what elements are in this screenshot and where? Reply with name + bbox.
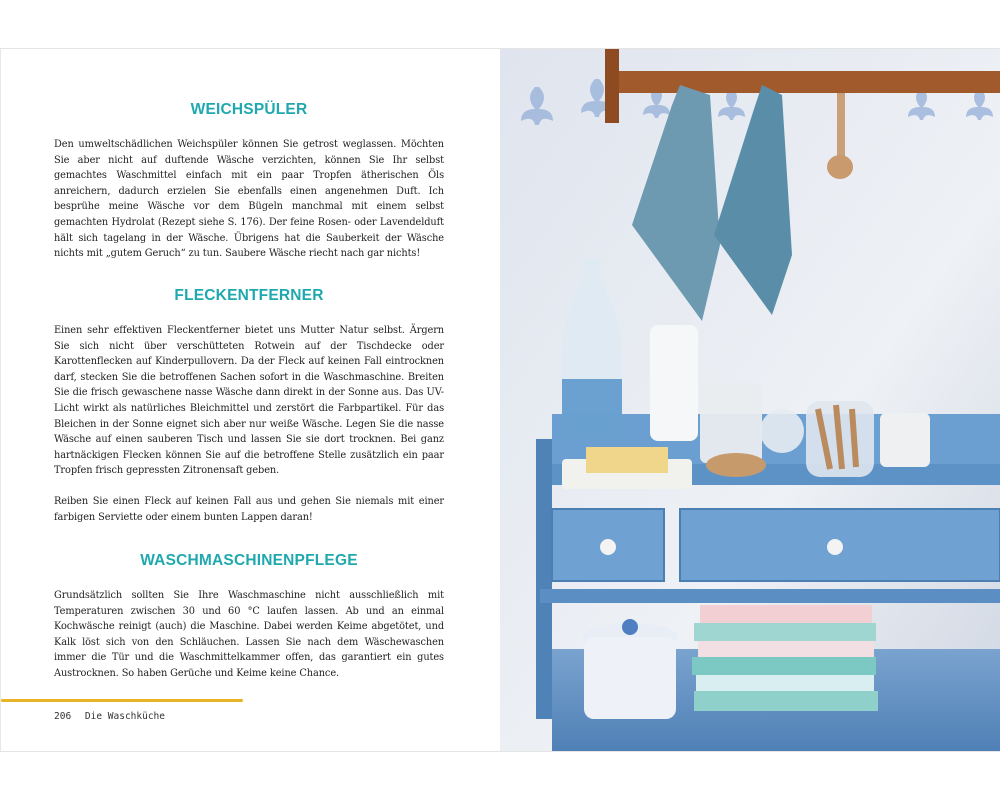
drawer-knob bbox=[600, 539, 616, 555]
decorative-rule bbox=[1, 699, 243, 702]
drawer-knob bbox=[827, 539, 843, 555]
section-paragraph: Grundsätzlich sollten Sie Ihre Waschmaschine nicht ausschließlich mit Temperaturen zwischen 30 und 60 °C laufen lassen. Ab und an einmal Kochwäsche reinigt (auch) die Maschine. Dabei werden Keime abgetötet, und Kalk löst sich von den Schläuchen. Lassen Sie nach dem Wäschewaschen immer die Tür und die Waschmittelkammer offen, das garantiert ein gutes Austrocknen. So haben Gerüche und Keime keine Chance. bbox=[54, 590, 444, 679]
section-paragraph: Einen sehr effektiven Fleckentferner bietet uns Mutter Natur selbst. Ärgern Sie sich nicht über verschütteten Rotwein auf der Tischdecke oder Karottenflecken auf Kinderpullovern. Da der Fleck auf keinen Fall eintrocknen darf, stecken Sie die betroffenen Sachen sofort in die Waschmaschine. Breiten Sie die frisch gewaschene nasse Wäsche dann direkt in der Sonne aus. Das UV-Licht wirkt als natürliches Bleichmittel und zerstört die Farbpartikel. Für das Bleichen in der Sonne eignet sich aber nur weiße Wäsche. Legen Sie die nasse Wäsche auf einen sauberen Tisch und lassen Sie sie dort trocknen. Bei ganz hartnäckigen Flecken können Sie auf die betroffene Stelle zusätzlich ein paar Tropfen frisch gepressten Zitronensaft geben. bbox=[54, 325, 444, 477]
right-page-photo bbox=[500, 49, 1000, 751]
section-heading: WASCHMASCHINENPFLEGE bbox=[140, 552, 358, 569]
soap-bar bbox=[586, 447, 668, 473]
enamel-mug bbox=[880, 413, 930, 467]
wooden-scoop bbox=[706, 453, 766, 477]
fabric-stack bbox=[700, 605, 872, 623]
ceramic-pot bbox=[584, 637, 676, 719]
page-footer bbox=[54, 711, 165, 722]
section-heading: WEICHSPÜLER bbox=[190, 101, 308, 118]
section-waschmaschinenpflege bbox=[54, 552, 444, 682]
section-fleckentferner bbox=[54, 287, 444, 525]
section-paragraph: Reiben Sie einen Fleck auf keinen Fall aus und gehen Sie niemals mit einer farbigen Serviette oder einem bunten Lappen daran! bbox=[54, 495, 444, 523]
section-weichspueler bbox=[54, 101, 444, 262]
laundry-room-photo bbox=[500, 49, 1000, 751]
chapter-title: Die Waschküche bbox=[84, 711, 165, 722]
section-heading: FLECKENTFERNER bbox=[174, 287, 324, 304]
rail-bracket bbox=[605, 49, 619, 123]
book-spread bbox=[0, 48, 1000, 752]
page-number: 206 bbox=[54, 711, 72, 722]
wooden-spoon bbox=[837, 93, 845, 165]
jar bbox=[700, 383, 762, 463]
left-page bbox=[0, 49, 500, 751]
cabinet-side bbox=[536, 439, 552, 719]
hook-rail bbox=[605, 71, 1000, 93]
section-paragraph: Den umweltschädlichen Weichspüler können Sie getrost weglassen. Möchten Sie aber nicht auf duftende Wäsche verzichten, können Sie Ihr selbst gemachtes Waschmittel einfach mit ein paar Tropfen ätherischen Öls anreichern, dadurch erzielen Sie ebenfalls einen angenehmen Duft. Ich besprühe meine Wäsche vor dem Bügeln manchmal mit einem selbst gemachten Hydrolat (Rezept siehe S. 176). Der feine Rosen- oder Lavendelduft hält sich tagelang in der Wäsche. Übrigens hat die Sauberkeit der Wäsche nichts mit „gutem Geruch“ zu tun. Saubere Wäsche riecht nach gar nichts! bbox=[54, 139, 444, 260]
milk-bottle bbox=[650, 325, 698, 441]
